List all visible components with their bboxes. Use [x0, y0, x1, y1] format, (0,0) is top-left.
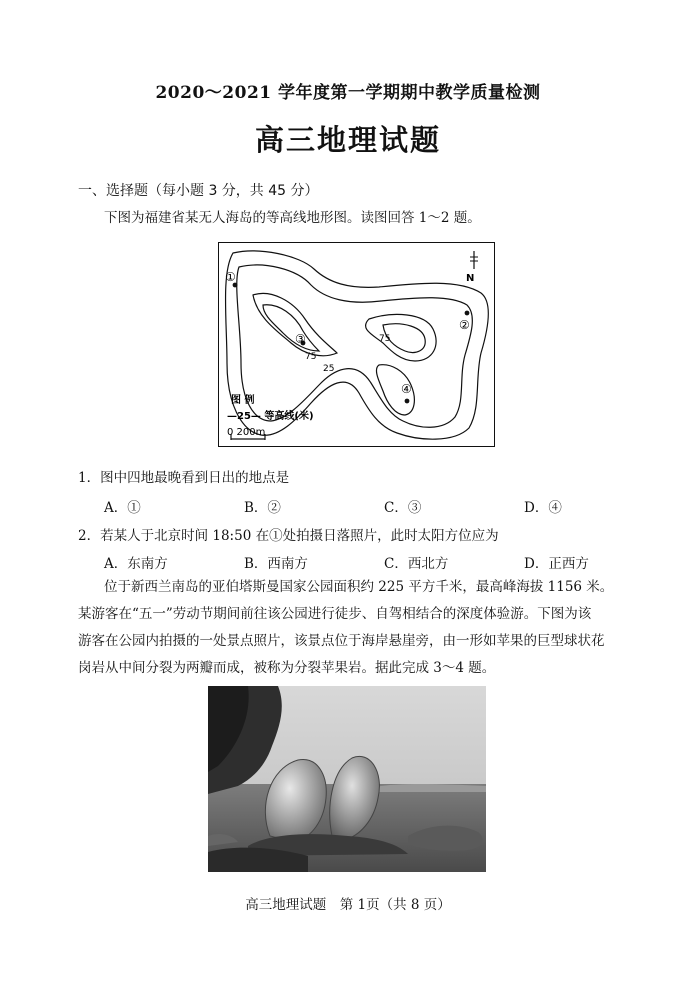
passage-line-2: 某游客在“五一”劳动节期间前往该公园进行徒步、自驾相结合的深度体验游。下图为该 — [78, 606, 592, 622]
passage-line-4: 岗岩从中间分裂为两瓣而成，被称为分裂苹果岩。据此完成 3～4 题。 — [78, 660, 496, 676]
page-footer: 高三地理试题 第 1页（共 8 页） — [245, 897, 451, 913]
passage-line-3: 游客在公园内拍摄的一处景点照片，该景点位于海岸悬崖旁，由一形如苹果的巨型球状花 — [78, 633, 605, 649]
split-apple-rock-photo — [208, 686, 486, 872]
contour-map-figure — [219, 243, 493, 445]
question-2-option-b: B．西南方 — [244, 556, 308, 572]
point-2-label: ② — [459, 318, 470, 332]
exam-title: 高三地理试题 — [254, 123, 441, 157]
legend-contour: —25— 等高线(米) — [227, 411, 314, 422]
point-1-label: ③ — [295, 332, 306, 346]
north-label: N — [466, 273, 475, 284]
contour-label-75-east: 75 — [379, 334, 391, 344]
exam-subtitle: 2020～2021 学年度第一学期期中教学质量检测 — [155, 83, 541, 103]
question-1-option-d: D．④ — [524, 500, 562, 516]
question-1-stem: 1．图中四地最晚看到日出的地点是 — [78, 470, 290, 486]
contour-map — [218, 242, 495, 447]
question-2-stem: 2．若某人于北京时间 18:50 在①处拍摄日落照片，此时太阳方位应为 — [78, 528, 499, 544]
section-heading: 一、选择题（每小题 3 分，共 45 分） — [78, 183, 319, 199]
point-4-label: ④ — [401, 382, 412, 396]
contour-label-25: 25 — [323, 364, 335, 374]
question-2-option-a: A．东南方 — [104, 556, 168, 572]
question-1-option-a: A．① — [104, 500, 141, 516]
question-2-option-c: C．西北方 — [384, 556, 449, 572]
passage-line-1: 位于新西兰南岛的亚伯塔斯曼国家公园面积约 225 平方千米，最高峰海拔 1156 米。 — [104, 579, 614, 595]
legend-title: 图 例 — [231, 395, 255, 406]
contour-label-75-west: 75 — [305, 352, 317, 362]
passage — [78, 574, 623, 682]
point-3-label: ① — [225, 270, 236, 284]
question-1-option-b: B．② — [244, 500, 281, 516]
scale-label: 0 200m — [227, 427, 266, 438]
question-2-option-d: D．正西方 — [524, 556, 589, 572]
photo-figure — [208, 686, 486, 872]
question-1-option-c: C．③ — [384, 500, 422, 516]
question-intro: 下图为福建省某无人海岛的等高线地形图。读图回答 1～2 题。 — [104, 210, 481, 226]
